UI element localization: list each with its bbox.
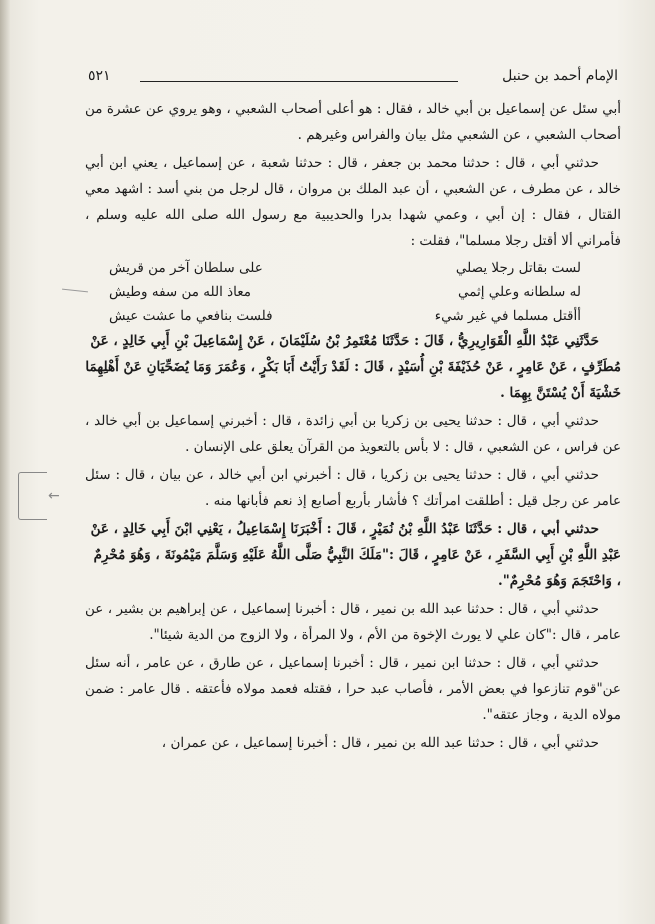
paragraph-vocalized: حدثني أبي ، قال : حَدَّثَنَا عَبْدُ اللَّهِ بْنُ نُمَيْرٍ ، قَالَ : أَخْبَرَنَا إِسْمَاعِيلُ ، يَعْنِي ابْنَ أَبِي خَالِدٍ ، عَنْ عَبْدِ اللَّهِ بْنِ أَبِي السَّفَرِ ، عَنْ عَامِرٍ ، قَالَ :"مَلَكَ النَّبِيُّ صَلَّى اللَّهُ عَلَيْهِ وَسَلَّمَ مَيْمُونَةَ ، وَهُوَ مُحْرِمٌ ، وَاحْتَجَمَ وَهُوَ مُحْرِمٌ". <box>90 521 621 589</box>
paragraph: حدثني أبي ، قال : حدثنا عبد الله بن نمير ، قال : أخبرنا إسماعيل ، عن إبراهيم بن بشير ، عن عامر ، قال :"كان علي لا يورث الإخوة من الأم ، ولا المرأة ، ولا الزوج من الدية شيئا". <box>85 601 621 643</box>
running-title: الإمام أحمد بن حنبل <box>502 68 618 84</box>
verse-line <box>109 280 581 304</box>
page-header <box>88 68 618 92</box>
verse-second-hemistich: فلست بنافعي ما عشت عيش <box>109 308 273 324</box>
paragraph-vocalized: حَدَّثَنِي عَبْدُ اللَّهِ الْقَوَارِيرِيُّ ، قَالَ : حَدَّثَنَا مُعْتَمِرُ بْنُ سُلَيْمَانَ ، عَنْ إِسْمَاعِيلَ بْنِ أَبِي خَالِدٍ ، عَنْ مُطَرِّفٍ ، عَنْ عَامِرٍ ، عَنْ حُذَيْفَةَ بْنِ أُسَيْدٍ ، قَالَ : لَقَدْ رَأَيْتُ أَبَا بَكْرٍ ، وَعُمَرَ وَمَا يُضَحِّيَانِ عَنْ أَهْلِهِمَا خَشْيَةَ أَنْ يُسْتَنَّ بِهِمَا . <box>85 333 621 401</box>
verse-line <box>109 304 581 328</box>
page-body <box>85 96 621 758</box>
verse-second-hemistich: على سلطان آخر من قريش <box>109 260 263 276</box>
verse-line <box>109 256 581 280</box>
verse-first-hemistich: له سلطانه وعلي إثمي <box>457 284 581 300</box>
paragraph: حدثني أبي ، قال : حدثنا ابن نمير ، قال : أخبرنا إسماعيل ، عن طارق ، عن عامر ، أنه سئل عن"قوم تنازعوا في بعض الأمر ، فأصاب عبد حرا ، فقتله فعمد مولاه فأعتقه . قال عامر : ضمن مولاه الدية ، وجاز عتقه". <box>85 655 621 723</box>
book-spine-shadow <box>0 0 10 924</box>
verse-first-hemistich: لست بقاتل رجلا يصلي <box>455 260 581 276</box>
paragraph: حدثني أبي ، قال : حدثنا محمد بن جعفر ، قال : حدثنا شعبة ، عن إسماعيل ، يعني ابن أبي خالد ، عن مطرف ، عن الشعبي ، أن عبد الملك بن مروان ، قال لرجل من بني أسد : اشهد معي القتال ، فقال : إن أبي ، وعمي شهدا بدرا والحديبية مع رسول الله صلى الله عليه وسلم ، فأمراني ألا أقتل رجلا مسلما"، فقلت : <box>85 155 621 249</box>
poem-verses <box>85 256 621 328</box>
paragraph: حدثني أبي ، قال : حدثنا يحيى بن زكريا ، قال : أخبرني ابن أبي خالد ، عن بيان ، قال : سئل عامر عن رجل قيل : أطلقت امرأتك ؟ فأشار بأربع أصابع إذ نعم فأبانها منه . <box>85 467 621 509</box>
header-rule <box>140 81 458 82</box>
paragraph: حدثني أبي ، قال : حدثنا عبد الله بن نمير ، قال : أخبرنا إسماعيل ، عن عمران ، <box>161 735 599 751</box>
paragraph: حدثني أبي ، قال : حدثنا يحيى بن زكريا بن أبي زائدة ، قال : أخبرني إسماعيل بن أبي خالد ، عن فراس ، عن الشعبي ، قال : لا بأس بالتعويذ من القرآن يعلق على الإنسان . <box>85 413 621 455</box>
margin-bracket-mark <box>18 472 47 520</box>
verse-first-hemistich: أأقتل مسلما في غير شيء <box>434 308 581 324</box>
margin-arrow-mark: ← <box>48 488 60 504</box>
page-number: ٥٢١ <box>88 68 111 84</box>
paragraph: أبي سئل عن إسماعيل بن أبي خالد ، فقال : هو أعلى أصحاب الشعبي ، وهو يروي عن عشرة من أصحاب الشعبي ، عن الشعبي مثل بيان والفراس وغيرهم . <box>85 101 621 143</box>
verse-second-hemistich: معاذ الله من سفه وطيش <box>109 284 252 300</box>
